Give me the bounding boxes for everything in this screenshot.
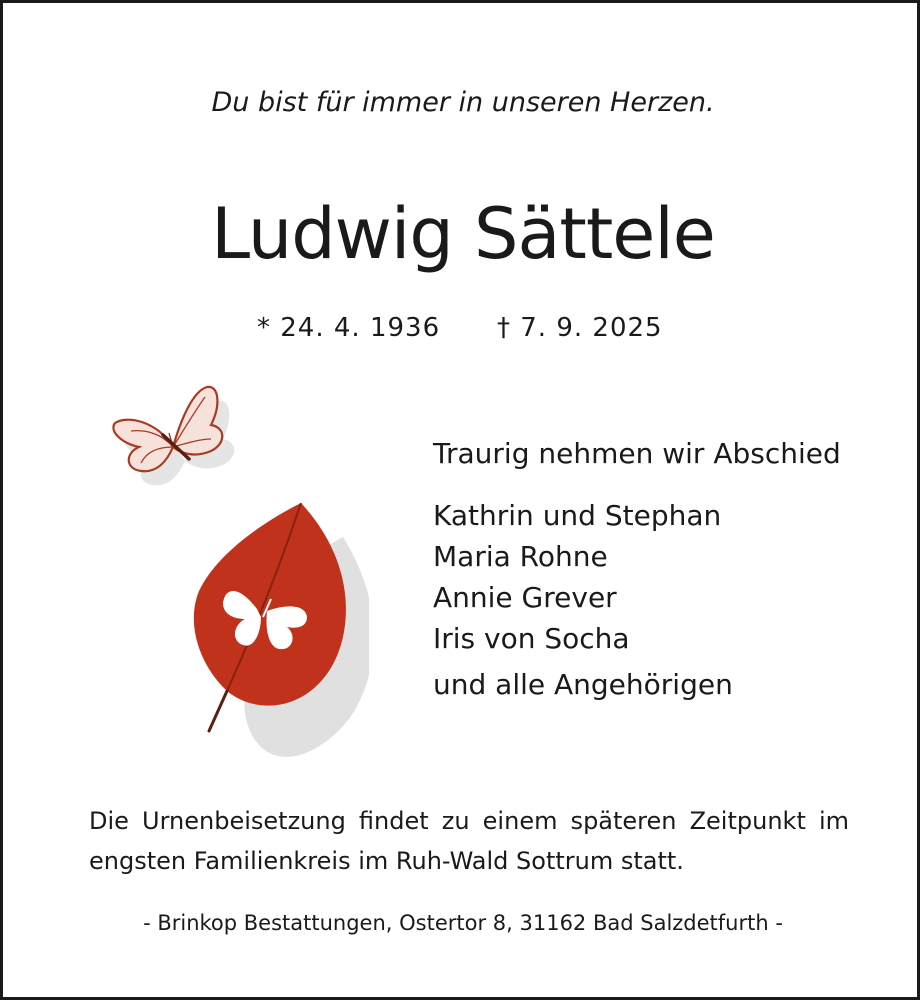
motto: Du bist für immer in unseren Herzen. — [211, 87, 715, 118]
mourners-list — [433, 495, 721, 659]
farewell-text: Traurig nehmen wir Abschied — [433, 437, 841, 470]
butterfly-image — [107, 381, 243, 507]
burial-info: Die Urnenbeisetzung findet zu einem späteren Zeitpunkt im engsten Familienkreis im Ruh-Wald Sottrum statt. — [89, 807, 849, 875]
mourner-name: Kathrin und Stephan — [433, 499, 722, 532]
mourner-name: Iris von Socha — [433, 622, 630, 655]
undertaker-address: - Brinkop Bestattungen, Ostertor 8, 31162 Bad Salzdetfurth - — [143, 911, 783, 935]
autumn-leaf-image — [179, 499, 369, 759]
birth-date: * 24. 4. 1936 — [257, 313, 441, 343]
mourner-name: Annie Grever — [433, 581, 617, 614]
death-date: † 7. 9. 2025 — [497, 313, 663, 343]
relatives-text: und alle Angehörigen — [433, 668, 733, 701]
deceased-name: Ludwig Sättele — [211, 193, 715, 275]
mourner-name: Maria Rohne — [433, 540, 608, 573]
